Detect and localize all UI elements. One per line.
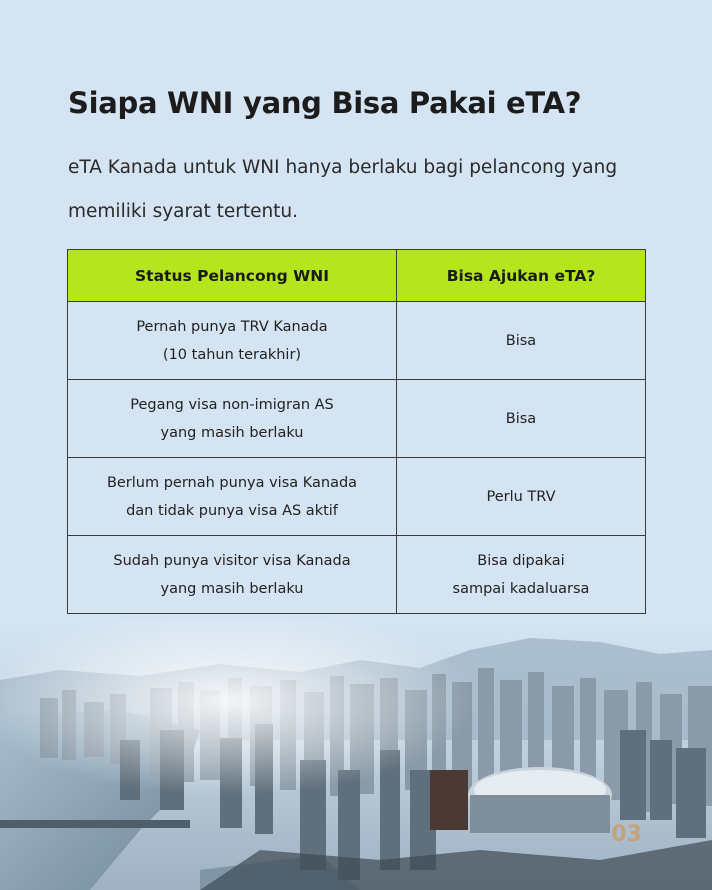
- status-line: yang masih berlaku: [160, 424, 304, 441]
- eta-line: Bisa: [505, 332, 537, 349]
- status-line: Sudah punya visitor visa Kanada: [113, 552, 351, 569]
- eligibility-table-wrapper: [67, 249, 645, 614]
- eta-line: Bisa dipakai: [477, 552, 565, 569]
- header-status: Status Pelancong WNI: [68, 250, 397, 302]
- intro-line-2: memiliki syarat tertentu.: [68, 201, 299, 222]
- table-row: [68, 536, 646, 614]
- status-cell: [68, 380, 397, 458]
- eta-line: Bisa: [505, 410, 537, 427]
- table-row: [68, 458, 646, 536]
- eta-cell: [397, 458, 646, 536]
- page-number: 03: [611, 822, 642, 847]
- status-line: yang masih berlaku: [160, 580, 304, 597]
- eta-line: Perlu TRV: [486, 488, 556, 505]
- status-line: dan tidak punya visa AS aktif: [126, 502, 338, 519]
- eligibility-table: [67, 249, 646, 614]
- status-line: Pegang visa non-imigran AS: [130, 396, 334, 413]
- status-line: (10 tahun terakhir): [162, 346, 302, 363]
- table-row: [68, 380, 646, 458]
- status-cell: [68, 458, 397, 536]
- intro-line-1: eTA Kanada untuk WNI hanya berlaku bagi pelancong yang: [68, 157, 618, 178]
- page-title: Siapa WNI yang Bisa Pakai eTA?: [68, 86, 582, 120]
- status-cell: [68, 536, 397, 614]
- header-eta: Bisa Ajukan eTA?: [397, 250, 646, 302]
- sun-glow: [0, 620, 712, 890]
- eta-cell: [397, 380, 646, 458]
- status-line: Berlum pernah punya visa Kanada: [106, 474, 358, 491]
- eta-cell: [397, 302, 646, 380]
- eta-cell: [397, 536, 646, 614]
- table-row: [68, 302, 646, 380]
- intro-paragraph: [68, 146, 658, 234]
- status-line: Pernah punya TRV Kanada: [136, 318, 328, 335]
- status-cell: [68, 302, 397, 380]
- table-header-row: [68, 250, 646, 302]
- eta-line: sampai kadaluarsa: [452, 580, 590, 597]
- city-skyline-photo: [0, 620, 712, 890]
